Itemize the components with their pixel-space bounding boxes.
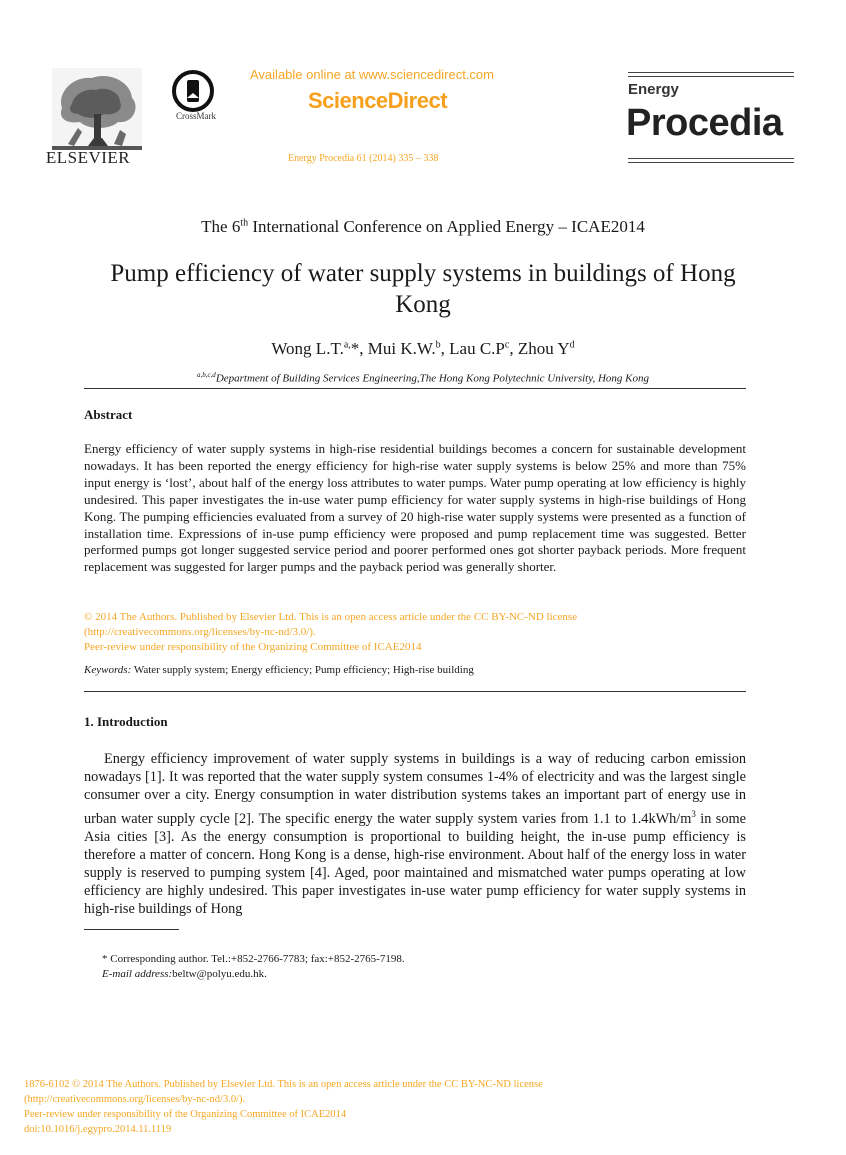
author-name: Wong L.T. (271, 339, 344, 358)
elsevier-wordmark: ELSEVIER (45, 148, 131, 167)
license-link[interactable]: http://creativecommons.org/licenses/by-nc-nd/3.0/ (87, 626, 310, 638)
section-heading-introduction: 1. Introduction (84, 714, 168, 729)
abstract-heading: Abstract (84, 407, 133, 422)
sciencedirect-logo[interactable]: ScienceDirect (308, 88, 448, 113)
crossmark-icon[interactable] (172, 70, 214, 112)
journal-logo-rule (628, 162, 794, 163)
affiliation: $^{a,b,c,d}$Department of Building Services Engineering,The Hong Kong Polytechnic University, Hong Kong (196, 371, 650, 385)
journal-logo-energy: Energy (628, 81, 679, 98)
journal-logo-rule (628, 158, 794, 159)
footnote-rule (84, 929, 179, 930)
divider (84, 691, 746, 692)
abstract-body: Energy efficiency of water supply systems in high-rise residential buildings becomes a concern for sustainable development nowadays. It has been reported the energy efficiency for high-rise water supply systems is below 25% and more than 75% input energy is ‘lost’, about half of the energy loss attributes to water pumps. Water pump operating at low efficiency is highly undesired. This paper investigates the in-use water pump efficiency for water supply systems in high-rise buildings of Hong Kong. The pumping efficiencies evaluated from a survey of 20 high-rise water supply systems were presented as a function of installation time. Expressions of in-use pump efficiency were proposed and pump replacement time was suggested. Better performed pumps got longer suggested service period and poorer performed ones got shorter payback periods. More frequent replacement was suggested for larger pumps and the payback period was generally shorter. (84, 441, 746, 575)
conference-line: The 6th International Conference on Applied Energy – ICAE2014 (201, 217, 645, 236)
journal-logo-rule (628, 76, 794, 77)
doi[interactable]: doi:10.1016/j.egypro.2014.11.1119 (24, 1124, 172, 1135)
paper-title: Pump efficiency of water supply systems in buildings of Hong Kong (110, 260, 736, 318)
author-name: Zhou Y (517, 339, 570, 358)
journal-logo-procedia: Procedia (626, 102, 783, 144)
bottom-license-link[interactable]: http://creativecommons.org/licenses/by-nc-nd/3.0/ (27, 1094, 240, 1105)
journal-citation: Energy Procedia 61 (2014) 335 – 338 (288, 153, 439, 164)
elsevier-tree-logo (52, 68, 142, 150)
license-notice: © 2014 The Authors. Published by Elsevier Ltd. This is an open access article under the CC BY-NC-ND license (http://creativecommons.org/licenses/by-nc-nd/3.0/). Peer-review under responsibility of the Organizing Committee of ICAE2014 (84, 611, 578, 653)
crossmark-label: CrossMark (176, 111, 216, 121)
footnote: * Corresponding author. Tel.:+852-2766-7783; fax:+852-2765-7198. E-mail address:beltw@polyu.edu.hk. (102, 953, 405, 980)
introduction-body: Energy efficiency improvement of water supply systems in buildings is a way of reducing carbon emission nowadays [1]. It was reported that the water supply system consumes 1-4% of electricity and was the largest single consumer over a city. Energy consumption in water distribution systems takes an important part of energy use in urban water supply cycle [2]. The specific energy the water supply system varies from 1.1 to $1.4kWh/m^3$ in some Asia cities [3]. As the energy consumption is proportional to building height, the in-use pump efficiency is therefore a matter of concern. Hong Kong is a dense, high-rise environment. About half of the energy loss in water supply is reserved to pumping system [4]. Aged, poor maintained and mismatched water pumps operating at low efficiency are highly undesired. This paper investigates in-use water pump efficiency for water supply systems in high-rise buildings of Hong (84, 751, 746, 918)
author-name: Lau C.P (449, 339, 505, 358)
bottom-license-notice: 1876-6102 © 2014 The Authors. Published by Elsevier Ltd. This is an open access article under the CC BY-NC-ND license (http://creativecommons.org/licenses/by-nc-nd/3.0/). Peer-review under responsibility of the Organizing Committee of ICAE2014 doi:10.1016/j.egypro.2014.11.1119 (24, 1077, 724, 1137)
available-online-text[interactable]: Available online at www.sciencedirect.com (250, 67, 494, 82)
journal-logo-rule (628, 72, 794, 73)
keywords: Keywords: Water supply system; Energy efficiency; Pump efficiency; High-rise building (84, 664, 474, 676)
author-name: Mui K.W. (367, 339, 436, 358)
author-list: Wong L.T.$^{a,}$*, Mui K.W.$^b$, Lau $C.P^c$, Zhou $Y^d$ (271, 339, 575, 358)
email-link[interactable]: beltw@polyu.edu.hk. (172, 968, 267, 980)
divider (84, 388, 746, 389)
